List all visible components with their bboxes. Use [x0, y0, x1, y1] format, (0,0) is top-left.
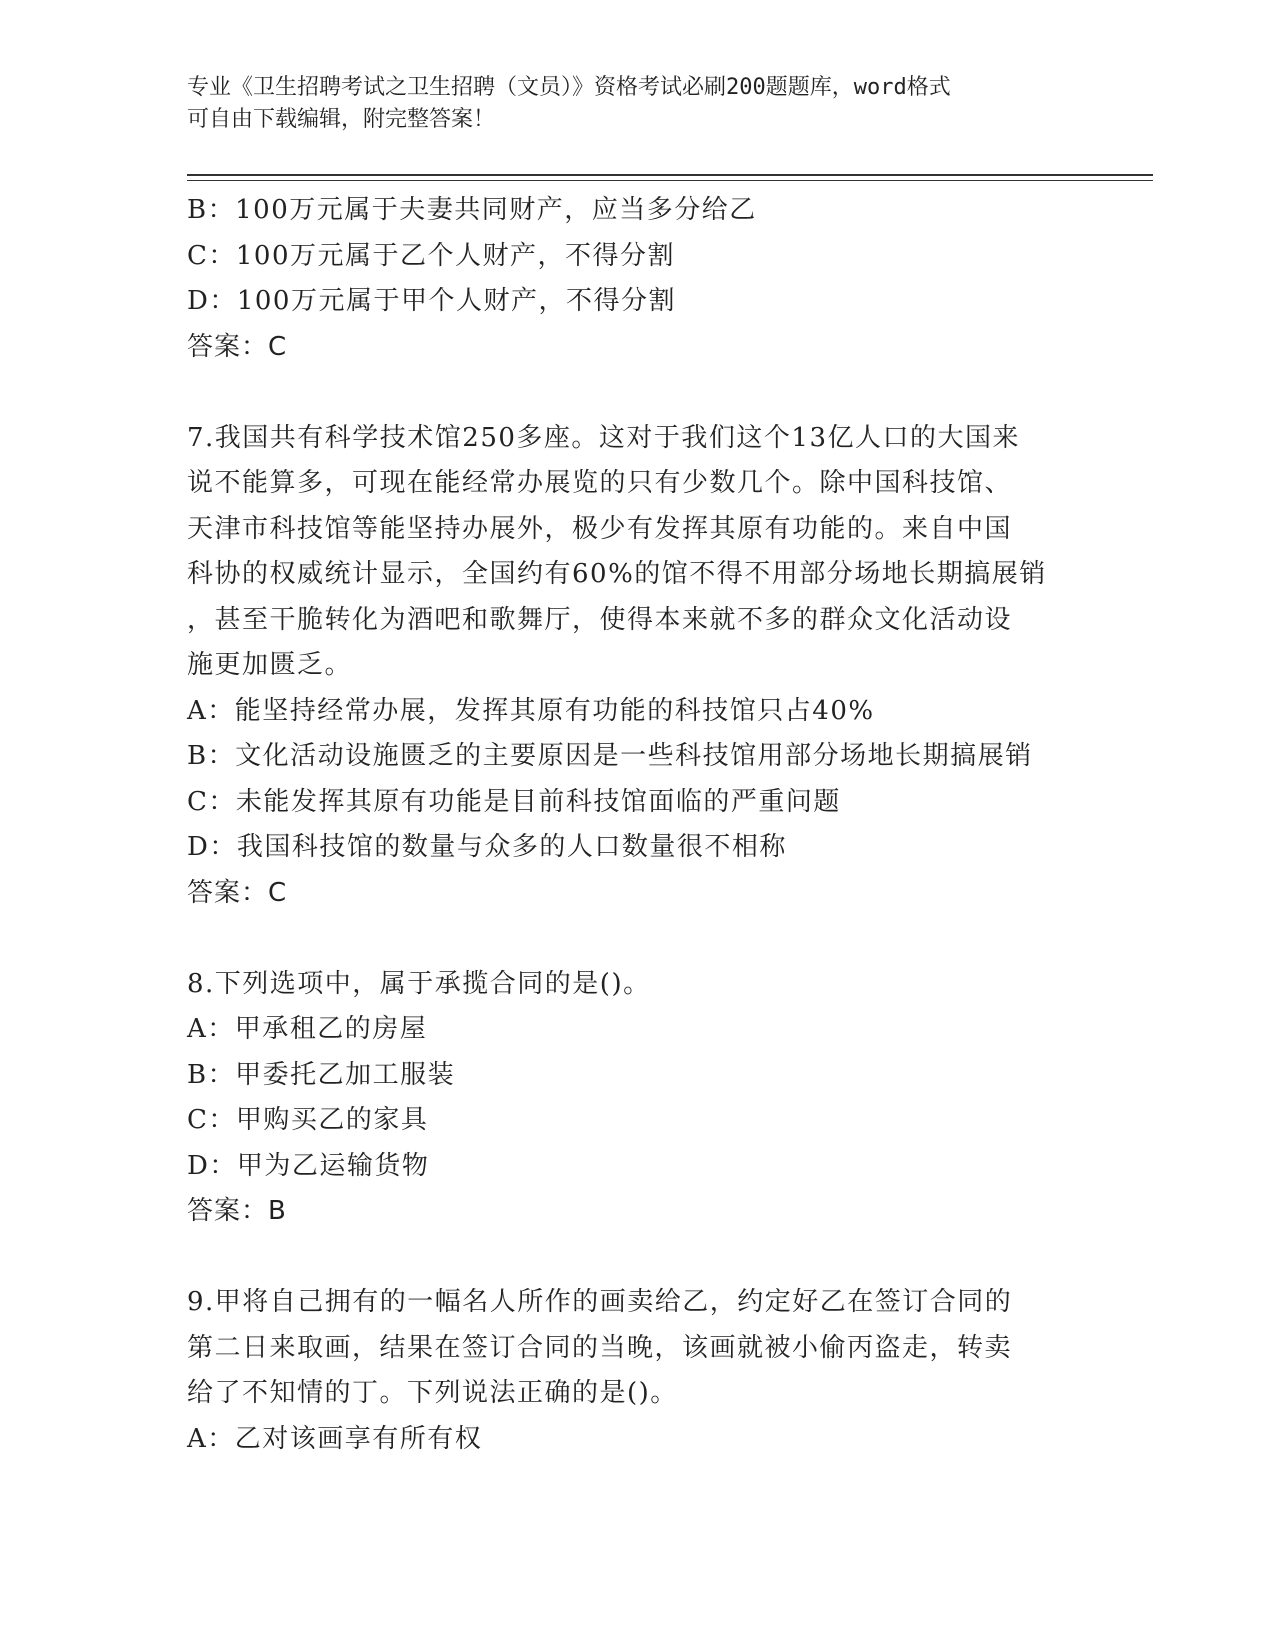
header-divider-thick	[187, 174, 1153, 176]
question-content	[187, 188, 1087, 1462]
spacer	[187, 916, 1087, 962]
option-b: B：甲委托乙加工服装	[187, 1059, 456, 1090]
header-title-line-1: 专业《卫生招聘考试之卫生招聘（文员）》资格考试必刷200题题库，word格式	[187, 75, 951, 100]
option-b: B：100万元属于夫妻共同财产，应当多分给乙	[187, 195, 757, 225]
question-stem-line: 第二日来取画，结果在签订合同的当晚，该画就被小偷丙盗走，转卖	[187, 1332, 1013, 1363]
header-title-line-2: 可自由下载编辑，附完整答案！	[187, 107, 496, 132]
question-stem-line: 8.下列选项中，属于承揽合同的是()。	[187, 968, 651, 999]
option-d: D：甲为乙运输货物	[187, 1150, 430, 1181]
option-d: D：我国科技馆的数量与众多的人口数量很不相称	[187, 832, 787, 862]
option-a: A：甲承租乙的房屋	[187, 1014, 428, 1044]
document-header	[187, 72, 1087, 136]
question-stem-line: 科协的权威统计显示，全国约有60%的馆不得不用部分场地长期搞展销	[187, 559, 1047, 589]
question-7	[187, 416, 1087, 917]
option-a: A：能坚持经常办展，发挥其原有功能的科技馆只占40%	[187, 695, 875, 726]
question-stem-line: 天津市科技馆等能坚持办展外，极少有发挥其原有功能的。来自中国	[187, 513, 1013, 544]
spacer	[187, 1235, 1087, 1281]
answer-line: 答案：C	[187, 331, 288, 362]
question-stem-line: 说不能算多，可现在能经常办展览的只有少数几个。除中国科技馆、	[187, 468, 1013, 498]
question-stem-line: ，甚至干脆转化为酒吧和歌舞厅，使得本来就不多的群众文化活动设	[187, 604, 1013, 635]
header-divider-thin	[187, 180, 1153, 181]
spacer	[187, 370, 1087, 416]
question-stem-line: 9.甲将自己拥有的一幅名人所作的画卖给乙，约定好乙在签订合同的	[187, 1287, 1013, 1317]
option-c: C：甲购买乙的家具	[187, 1105, 429, 1135]
option-c: C：未能发挥其原有功能是目前科技馆面临的严重问题	[187, 786, 841, 817]
option-d: D：100万元属于甲个人财产，不得分割	[187, 286, 676, 316]
option-a: A：乙对该画享有所有权	[187, 1423, 483, 1454]
option-c: C：100万元属于乙个人财产，不得分割	[187, 240, 676, 271]
question-stem-line: 给了不知情的丁。下列说法正确的是()。	[187, 1378, 678, 1408]
question-stem-line: 7.我国共有科学技术馆250多座。这对于我们这个13亿人口的大国来	[187, 422, 1021, 453]
question-6	[187, 188, 1087, 370]
answer-line: 答案：B	[187, 1196, 287, 1226]
question-stem-line: 施更加匮乏。	[187, 650, 353, 680]
option-b: B：文化活动设施匮乏的主要原因是一些科技馆用部分场地长期搞展销	[187, 741, 1033, 771]
answer-line: 答案：C	[187, 877, 288, 908]
question-8	[187, 962, 1087, 1235]
question-9	[187, 1280, 1087, 1462]
